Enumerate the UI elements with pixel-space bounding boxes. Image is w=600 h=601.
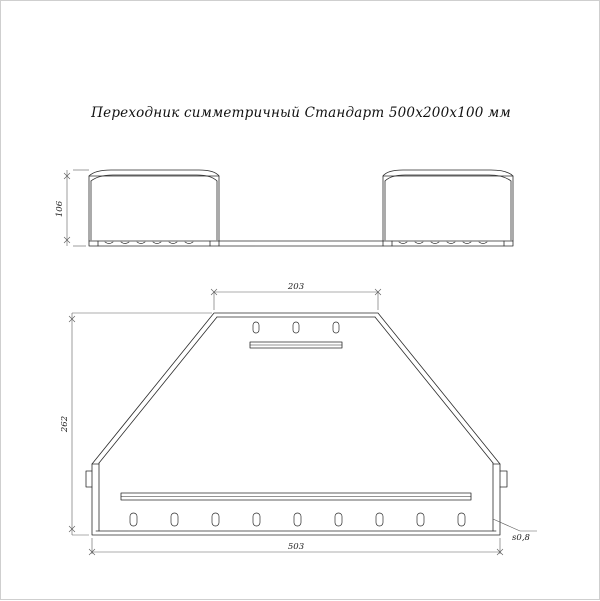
dim-depth-plan-label: 262 xyxy=(60,415,70,433)
front-left-tabs xyxy=(105,242,193,244)
dim-height-front xyxy=(64,170,89,246)
plan-outline xyxy=(92,313,500,535)
technical-drawing xyxy=(1,1,600,601)
dim-width-wide-bottom-label: 503 xyxy=(287,542,305,552)
front-right-body xyxy=(383,170,513,246)
plan-upper-holes xyxy=(253,322,339,333)
dim-thickness-label: s0,8 xyxy=(512,533,530,543)
dim-width-narrow-top xyxy=(211,289,381,310)
front-connecting-plate xyxy=(219,241,383,246)
front-elevation-view xyxy=(89,170,513,246)
dim-height-front-label: 106 xyxy=(55,200,65,218)
front-left-body xyxy=(89,170,219,246)
dim-depth-plan xyxy=(69,313,212,535)
front-right-tabs xyxy=(399,242,487,244)
dim-width-narrow-top-label: 203 xyxy=(287,282,305,292)
plan-bottom-holes xyxy=(130,513,465,526)
top-plan-view xyxy=(86,313,507,535)
page-title: Переходник симметричный Стандарт 500х200х100 мм xyxy=(91,105,511,121)
